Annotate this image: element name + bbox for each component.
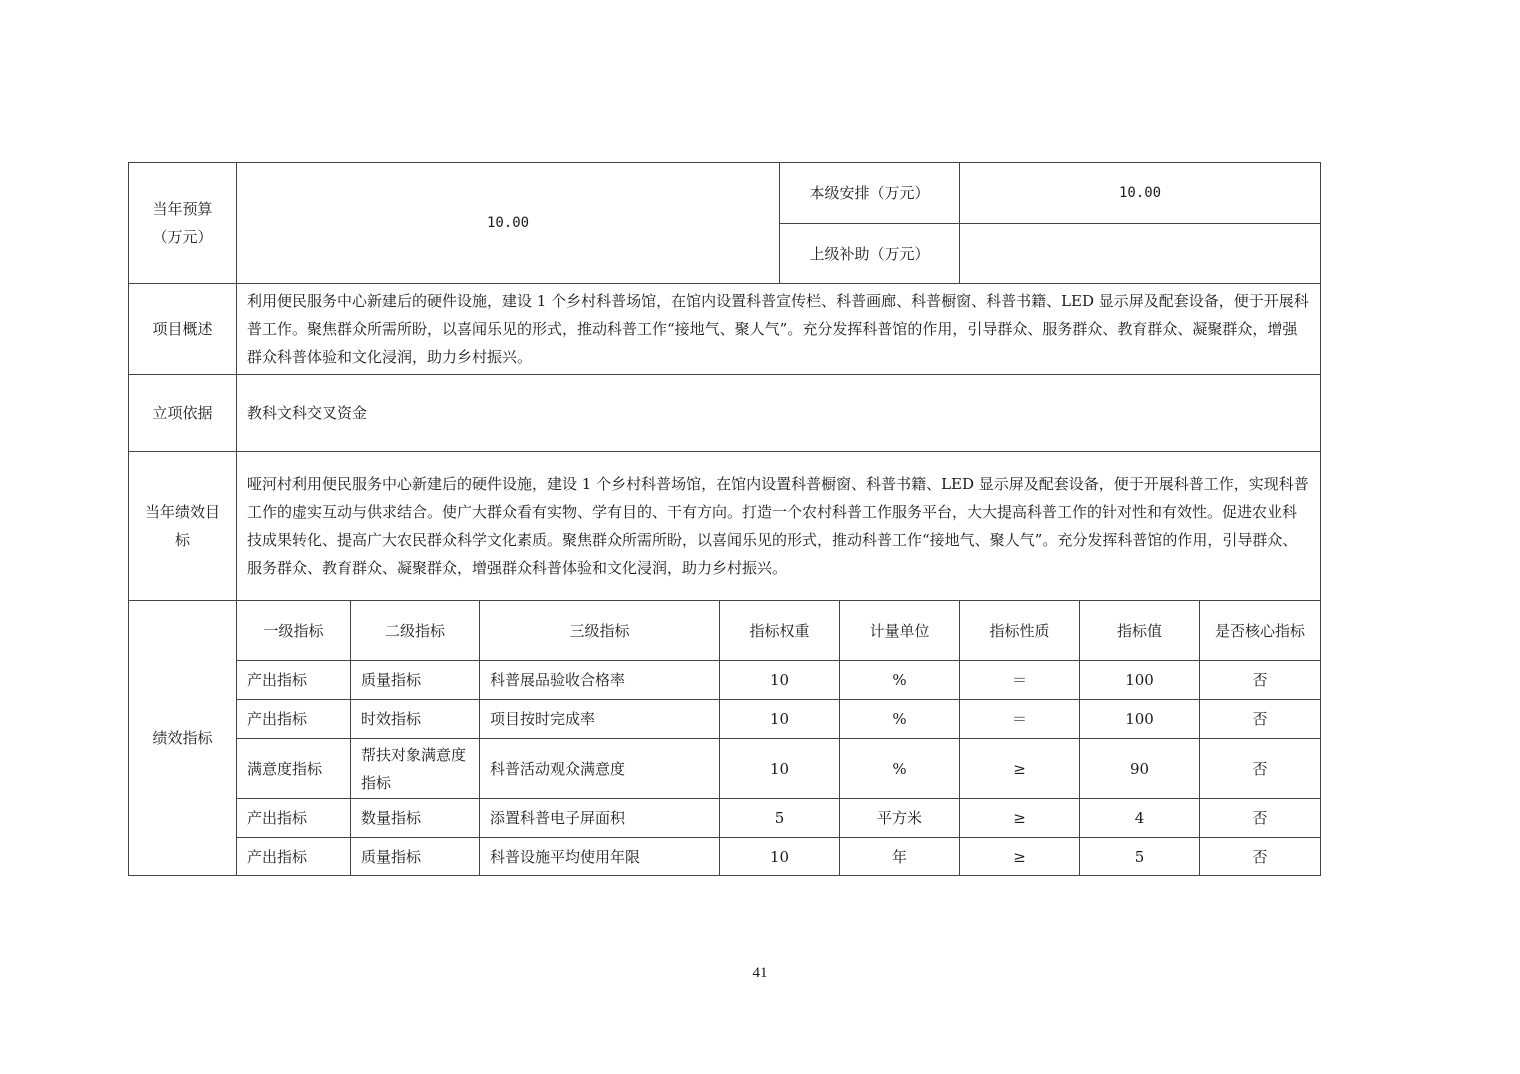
level1-cell: 产出指标 (237, 700, 351, 739)
level2-cell: 质量指标 (351, 838, 480, 876)
indicator-header: 指标值 (1080, 601, 1200, 661)
unit-cell: 年 (840, 838, 960, 876)
goal-label: 当年绩效目标 (129, 452, 237, 601)
indicator-header: 指标权重 (720, 601, 840, 661)
table-row (129, 838, 1321, 876)
value-cell: 5 (1080, 838, 1200, 876)
level3-cell: 科普活动观众满意度 (480, 739, 720, 799)
weight-cell: 10 (720, 838, 840, 876)
basis-text: 教科文科交叉资金 (237, 375, 1321, 452)
goal-text: 哑河村利用便民服务中心新建后的硬件设施，建设 1 个乡村科普场馆，在馆内设置科普橱窗、科普书籍、LED 显示屏及配套设备，便于开展科普工作，实现科普工作的虚实互动与供求结合。使广大群众看有实物、学有目的、干有方向。打造一个农村科普工作服务平台，大大提高科普工作的针对性和有效性。促进农业科技成果转化、提高广大农民群众科学文化素质。聚焦群众所需所盼，以喜闻乐见的形式，推动科普工作“接地气、聚人气”。充分发挥科普馆的作用，引导群众、服务群众、教育群众、凝聚群众，增强群众科普体验和文化浸润，助力乡村振兴。 (237, 452, 1321, 601)
table-row (129, 700, 1321, 739)
basis-label: 立项依据 (129, 375, 237, 452)
value-cell: 4 (1080, 799, 1200, 838)
budget-total: 10.00 (237, 163, 780, 284)
local-budget-value: 10.00 (960, 163, 1321, 224)
budget-label: 当年预算（万元） (129, 163, 237, 284)
core-cell: 否 (1200, 739, 1321, 799)
level2-cell: 时效指标 (351, 700, 480, 739)
value-cell: 90 (1080, 739, 1200, 799)
core-cell: 否 (1200, 838, 1321, 876)
project-performance-table (128, 162, 1321, 876)
indicator-header: 计量单位 (840, 601, 960, 661)
core-cell: 否 (1200, 799, 1321, 838)
indicator-header: 是否核心指标 (1200, 601, 1321, 661)
level3-cell: 添置科普电子屏面积 (480, 799, 720, 838)
level2-cell: 帮扶对象满意度指标 (351, 739, 480, 799)
value-cell: 100 (1080, 661, 1200, 700)
level1-cell: 产出指标 (237, 838, 351, 876)
upper-subsidy-label: 上级补助（万元） (780, 224, 960, 284)
level3-cell: 科普设施平均使用年限 (480, 838, 720, 876)
level3-cell: 科普展品验收合格率 (480, 661, 720, 700)
table-row (129, 799, 1321, 838)
weight-cell: 10 (720, 661, 840, 700)
overview-text: 利用便民服务中心新建后的硬件设施，建设 1 个乡村科普场馆，在馆内设置科普宣传栏、科普画廊、科普橱窗、科普书籍、LED 显示屏及配套设备，便于开展科普工作。聚焦群众所需所盼，以喜闻乐见的形式，推动科普工作“接地气、聚人气”。充分发挥科普馆的作用，引导群众、服务群众、教育群众、凝聚群众，增强群众科普体验和文化浸润，助力乡村振兴。 (237, 284, 1321, 375)
level1-cell: 产出指标 (237, 661, 351, 700)
indicator-header: 一级指标 (237, 601, 351, 661)
core-cell: 否 (1200, 700, 1321, 739)
page-number: 41 (752, 965, 768, 981)
weight-cell: 10 (720, 739, 840, 799)
level2-cell: 质量指标 (351, 661, 480, 700)
unit-cell: % (840, 739, 960, 799)
unit-cell: % (840, 700, 960, 739)
indicators-label: 绩效指标 (129, 601, 237, 876)
indicator-header: 指标性质 (960, 601, 1080, 661)
local-budget-label: 本级安排（万元） (780, 163, 960, 224)
value-cell: 100 (1080, 700, 1200, 739)
level1-cell: 产出指标 (237, 799, 351, 838)
level3-cell: 项目按时完成率 (480, 700, 720, 739)
nature-cell: ≥ (960, 739, 1080, 799)
level2-cell: 数量指标 (351, 799, 480, 838)
unit-cell: % (840, 661, 960, 700)
unit-cell: 平方米 (840, 799, 960, 838)
table-row (129, 739, 1321, 799)
table-row (129, 661, 1321, 700)
weight-cell: 5 (720, 799, 840, 838)
nature-cell: ＝ (960, 700, 1080, 739)
level1-cell: 满意度指标 (237, 739, 351, 799)
nature-cell: ＝ (960, 661, 1080, 700)
weight-cell: 10 (720, 700, 840, 739)
indicator-header: 三级指标 (480, 601, 720, 661)
upper-subsidy-value (960, 224, 1321, 284)
core-cell: 否 (1200, 661, 1321, 700)
overview-label: 项目概述 (129, 284, 237, 375)
indicator-header: 二级指标 (351, 601, 480, 661)
nature-cell: ≥ (960, 838, 1080, 876)
nature-cell: ≥ (960, 799, 1080, 838)
